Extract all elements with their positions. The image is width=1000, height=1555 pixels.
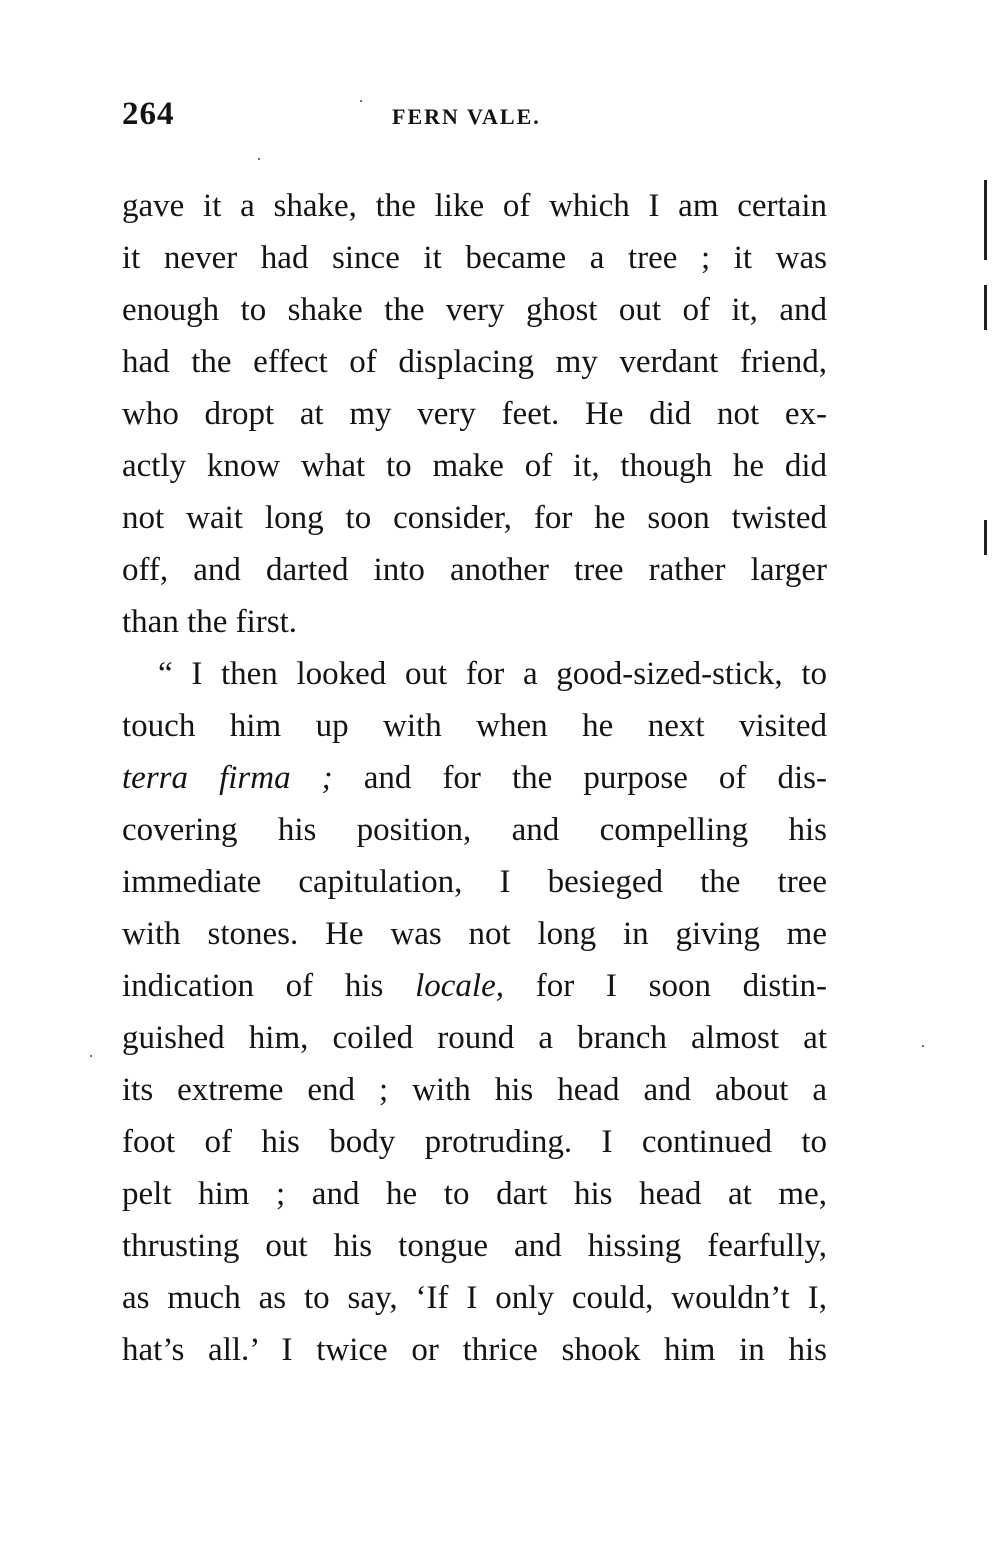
italic-phrase: locale, bbox=[415, 968, 504, 1004]
text-line: covering his position, and compelling his bbox=[122, 812, 827, 848]
text-line: enough to shake the very ghost out of it, and bbox=[122, 292, 827, 328]
running-title: FERN VALE. bbox=[392, 104, 541, 129]
scan-margin-mark bbox=[984, 180, 987, 260]
text-line: thrusting out his tongue and hissing fearfully, bbox=[122, 1228, 827, 1264]
text-line: touch him up with when he next visited bbox=[122, 708, 827, 744]
text-line: with stones. He was not long in giving me bbox=[122, 916, 827, 952]
text-segment: for I soon distin- bbox=[504, 968, 827, 1004]
text-line: off, and darted into another tree rather larger bbox=[122, 552, 827, 588]
scan-speck bbox=[258, 158, 260, 160]
scan-speck bbox=[360, 100, 362, 102]
text-line: “ I then looked out for a good-sized-stick, to bbox=[158, 656, 827, 692]
text-line: pelt him ; and he to dart his head at me, bbox=[122, 1176, 827, 1212]
text-line: gave it a shake, the like of which I am certain bbox=[122, 188, 827, 224]
text-line: it never had since it became a tree ; it was bbox=[122, 240, 827, 276]
page-header bbox=[122, 96, 830, 146]
text-segment: and for the purpose of dis- bbox=[332, 760, 827, 796]
text-line-mixed bbox=[122, 752, 827, 804]
text-line: as much as to say, ‘If I only could, wouldn’t I, bbox=[122, 1280, 827, 1316]
text-line: had the effect of displacing my verdant friend, bbox=[122, 344, 827, 380]
text-line: than the first. bbox=[122, 604, 298, 640]
scan-speck bbox=[922, 1045, 924, 1047]
text-line: who dropt at my very feet. He did not ex- bbox=[122, 396, 827, 432]
text-line: not wait long to consider, for he soon twisted bbox=[122, 500, 827, 536]
text-line: guished him, coiled round a branch almost at bbox=[122, 1020, 827, 1056]
text-line: its extreme end ; with his head and about a bbox=[122, 1072, 827, 1108]
scan-margin-mark bbox=[984, 285, 987, 330]
page-number: 264 bbox=[122, 96, 175, 132]
scan-margin-mark bbox=[984, 520, 987, 555]
body-text bbox=[122, 180, 827, 1376]
text-line-mixed bbox=[122, 960, 827, 1012]
scan-speck bbox=[90, 1055, 92, 1057]
text-line: immediate capitulation, I besieged the tree bbox=[122, 864, 827, 900]
text-line: actly know what to make of it, though he did bbox=[122, 448, 827, 484]
text-line: hat’s all.’ I twice or thrice shook him in his bbox=[122, 1332, 827, 1368]
text-line: foot of his body protruding. I continued to bbox=[122, 1124, 827, 1160]
text-segment: indication of his bbox=[122, 968, 416, 1004]
italic-phrase: terra firma ; bbox=[122, 760, 333, 796]
